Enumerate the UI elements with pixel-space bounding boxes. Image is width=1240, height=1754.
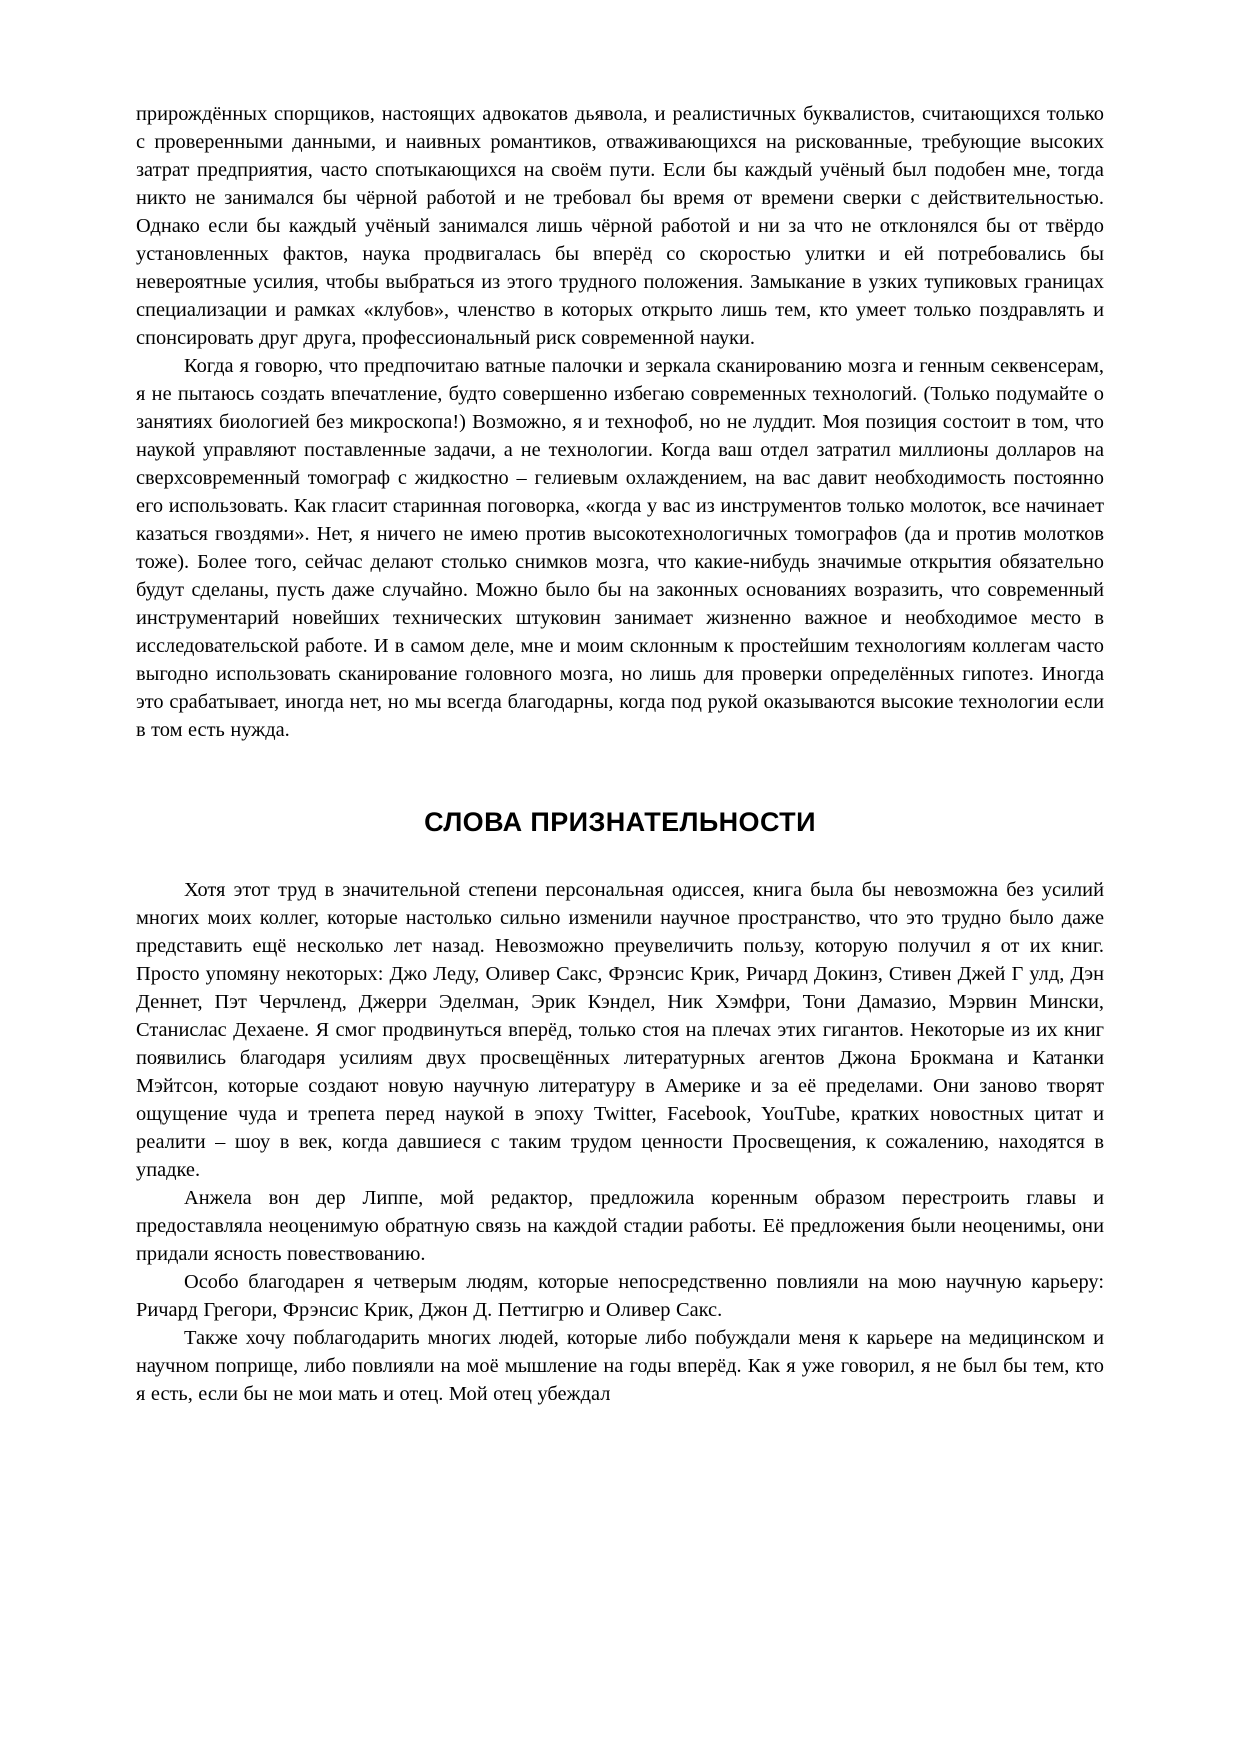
section-heading-acknowledgements: СЛОВА ПРИЗНАТЕЛЬНОСТИ bbox=[424, 807, 816, 837]
paragraph-acknowledgement-2: Анжела вон дер Липпе, мой редактор, предложила коренным образом перестроить главы и предоставляла неоценимую обратную связь на каждой стадии работы. Её предложения были неоценимы, они придали ясность повествованию. bbox=[136, 1187, 1104, 1265]
paragraph-technology: Когда я говорю, что предпочитаю ватные палочки и зеркала сканированию мозга и генным секвенсерам, я не пытаюсь создать впечатление, будто совершенно избегаю современных технологий. (Только подумайте о занятиях биологией без микроскопа!) Возможно, я и технофоб, но не луддит. Моя позиция состоит в том, что наукой управляют поставленные задачи, а не технологии. Когда ваш отдел затратил миллионы долларов на сверхсовременный томограф с жидкостно – гелиевым охлаждением, на вас давит необходимость постоянно его использовать. Как гласит старинная поговорка, «когда у вас из инструментов только молоток, все начинает казаться гвоздями». Нет, я ничего не имею против высокотехнологичных томографов (да и против молотков тоже). Более того, сейчас делают столько снимков мозга, что какие-нибудь значимые открытия обязательно будут сделаны, пусть даже случайно. Можно было бы на законных основаниях возразить, что современный инструментарий новейших технических штуковин занимает жизненно важное и необходимое место в исследовательской работе. И в самом деле, мне и моим склонным к простейшим технологиям коллегам часто выгодно использовать сканирование головного мозга, но лишь для проверки определённых гипотез. Иногда это срабатывает, иногда нет, но мы всегда благодарны, когда под рукой оказываются высокие технологии если в том есть нужда. bbox=[136, 355, 1104, 741]
paragraph-acknowledgement-4: Также хочу поблагодарить многих людей, которые либо побуждали меня к карьере на медицинском и научном поприще, либо повлияли на моё мышление на годы вперёд. Как я уже говорил, я не был бы тем, кто я есть, если бы не мои мать и отец. Мой отец убеждал bbox=[136, 1327, 1104, 1405]
heading-spacer-top bbox=[136, 744, 1104, 806]
heading-spacer-bottom bbox=[136, 838, 1104, 876]
page-text-column bbox=[136, 100, 1104, 1408]
paragraph-acknowledgement-1: Хотя этот труд в значительной степени персональная одиссея, книга была бы невозможна без усилий многих моих коллег, которые настолько сильно изменили научное пространство, что это трудно было даже представить ещё несколько лет назад. Невозможно преувеличить пользу, которую получил я от их книг. Просто упомяну некоторых: Джо Леду, Оливер Сакс, Фрэнсис Крик, Ричард Докинз, Стивен Джей Г улд, Дэн Деннет, Пэт Черчленд, Джерри Эделман, Эрик Кэндел, Ник Хэмфри, Тони Дамазио, Мэрвин Мински, Станислас Дехаене. Я смог продвинуться вперёд, только стоя на плечах этих гигантов. Некоторые из их книг появились благодаря усилиям двух просвещённых литературных агентов Джона Брокмана и Катанки Мэйтсон, которые создают новую научную литературу в Америке и за её пределами. Они заново творят ощущение чуда и трепета перед наукой в эпоху Twitter, Facebook, YouTube, кратких новостных цитат и реалити – шоу в век, когда давшиеся с таким трудом ценности Просвещения, к сожалению, находятся в упадке. bbox=[136, 879, 1104, 1181]
paragraph-acknowledgement-3: Особо благодарен я четверым людям, которые непосредственно повлияли на мою научную карьеру: Ричард Грегори, Фрэнсис Крик, Джон Д. Петтигрю и Оливер Сакс. bbox=[136, 1271, 1104, 1321]
paragraph-continued: прирождённых спорщиков, настоящих адвокатов дьявола, и реалистичных буквалистов, считающихся только с проверенными данными, и наивных романтиков, отваживающихся на рискованные, требующие высоких затрат предприятия, часто спотыкающихся на своём пути. Если бы каждый учёный был подобен мне, тогда никто не занимался бы чёрной работой и не требовал бы время от времени сверки с действительностью. Однако если бы каждый учёный занимался лишь чёрной работой и ни за что не отклонялся бы от твёрдо установленных фактов, наука продвигалась бы вперёд со скоростью улитки и ей потребовались бы невероятные усилия, чтобы выбраться из этого трудного положения. Замыкание в узких тупиковых границах специализации и рамках «клубов», членство в которых открыто лишь тем, кто умеет только поздравлять и спонсировать друг друга, профессиональный риск современной науки. bbox=[136, 103, 1104, 349]
